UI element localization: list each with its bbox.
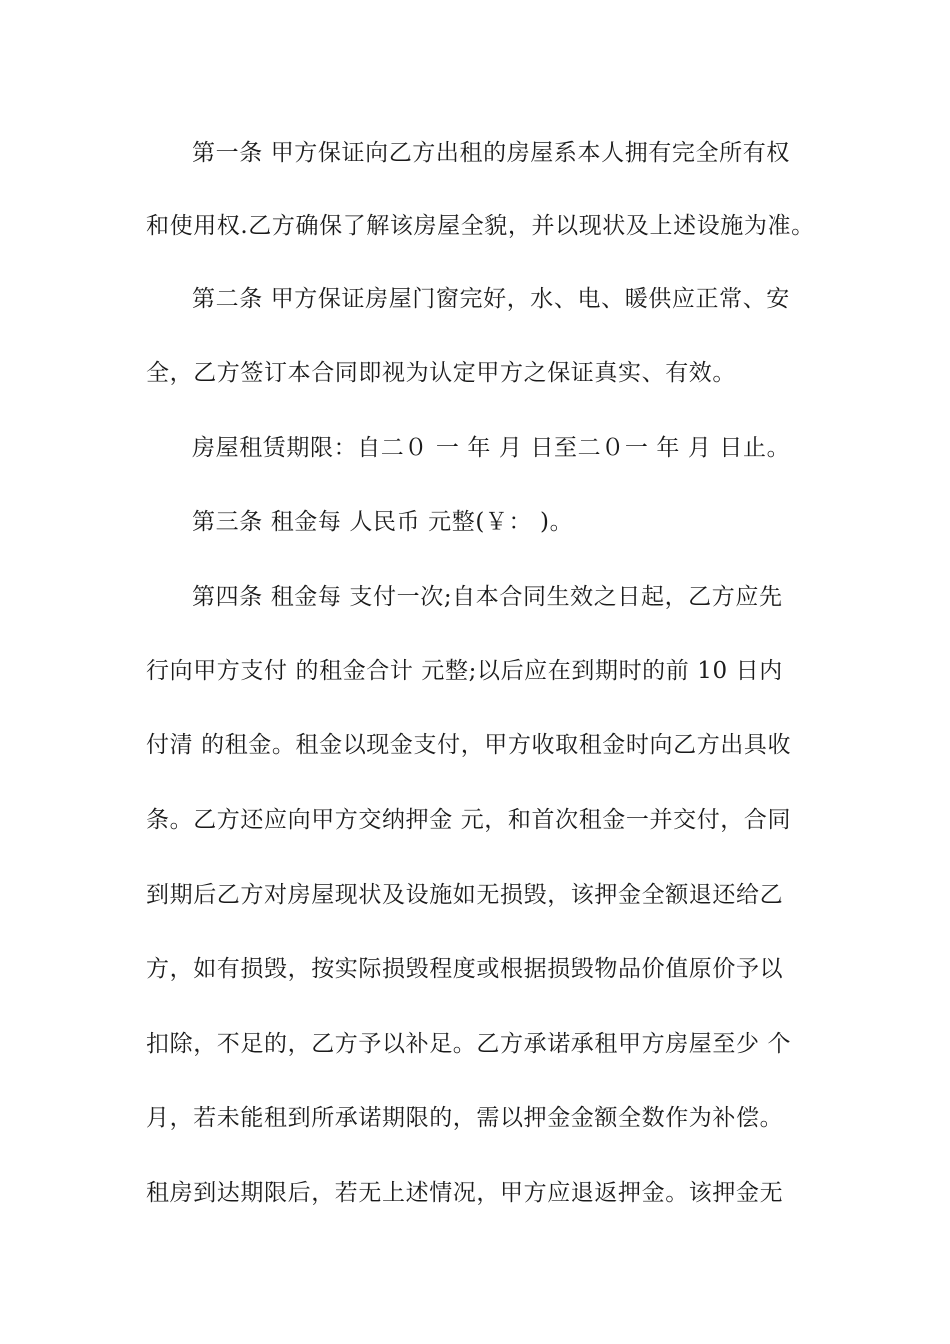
paragraph-article-4-line-8: 月，若未能租到所承诺期限的，需以押金金额全数作为补偿。: [146, 1105, 784, 1131]
paragraph-article-4-line-5: 到期后乙方对房屋现状及设施如无损毁，该押金全额退还给乙: [146, 882, 784, 908]
paragraph-article-4-line-4: 条。乙方还应向甲方交纳押金 元，和首次租金一并交付，合同: [146, 807, 792, 833]
paragraph-article-1-line-1: 第一条 甲方保证向乙方出租的房屋系本人拥有完全所有权: [192, 140, 790, 166]
paragraph-article-4-line-6: 方，如有损毁，按实际损毁程度或根据损毁物品价值原价予以: [146, 956, 784, 982]
paragraph-article-4-line-1: 第四条 租金每 支付一次;自本合同生效之日起，乙方应先: [192, 584, 783, 610]
paragraph-article-4-line-3: 付清 的租金。租金以现金支付，甲方收取租金时向乙方出具收: [146, 732, 792, 758]
paragraph-lease-term: 房屋租赁期限：自二０ 一 年 月 日至二０一 年 月 日止。: [192, 435, 791, 461]
paragraph-article-4-line-7: 扣除，不足的，乙方予以补足。乙方承诺承租甲方房屋至少 个: [146, 1031, 792, 1057]
paragraph-article-4-line-2: 行向甲方支付 的租金合计 元整;以后应在到期时的前 10 日内: [146, 658, 783, 684]
paragraph-article-4-line-9: 租房到达期限后，若无上述情况，甲方应退返押金。该押金无: [146, 1180, 784, 1206]
paragraph-article-1-line-2: 和使用权.乙方确保了解该房屋全貌，并以现状及上述设施为准。: [146, 213, 815, 239]
paragraph-article-3: 第三条 租金每 人民币 元整(￥： )。: [192, 509, 574, 535]
paragraph-article-2-line-1: 第二条 甲方保证房屋门窗完好，水、电、暖供应正常、安: [192, 286, 790, 312]
paragraph-article-2-line-2: 全，乙方签订本合同即视为认定甲方之保证真实、有效。: [146, 360, 736, 386]
